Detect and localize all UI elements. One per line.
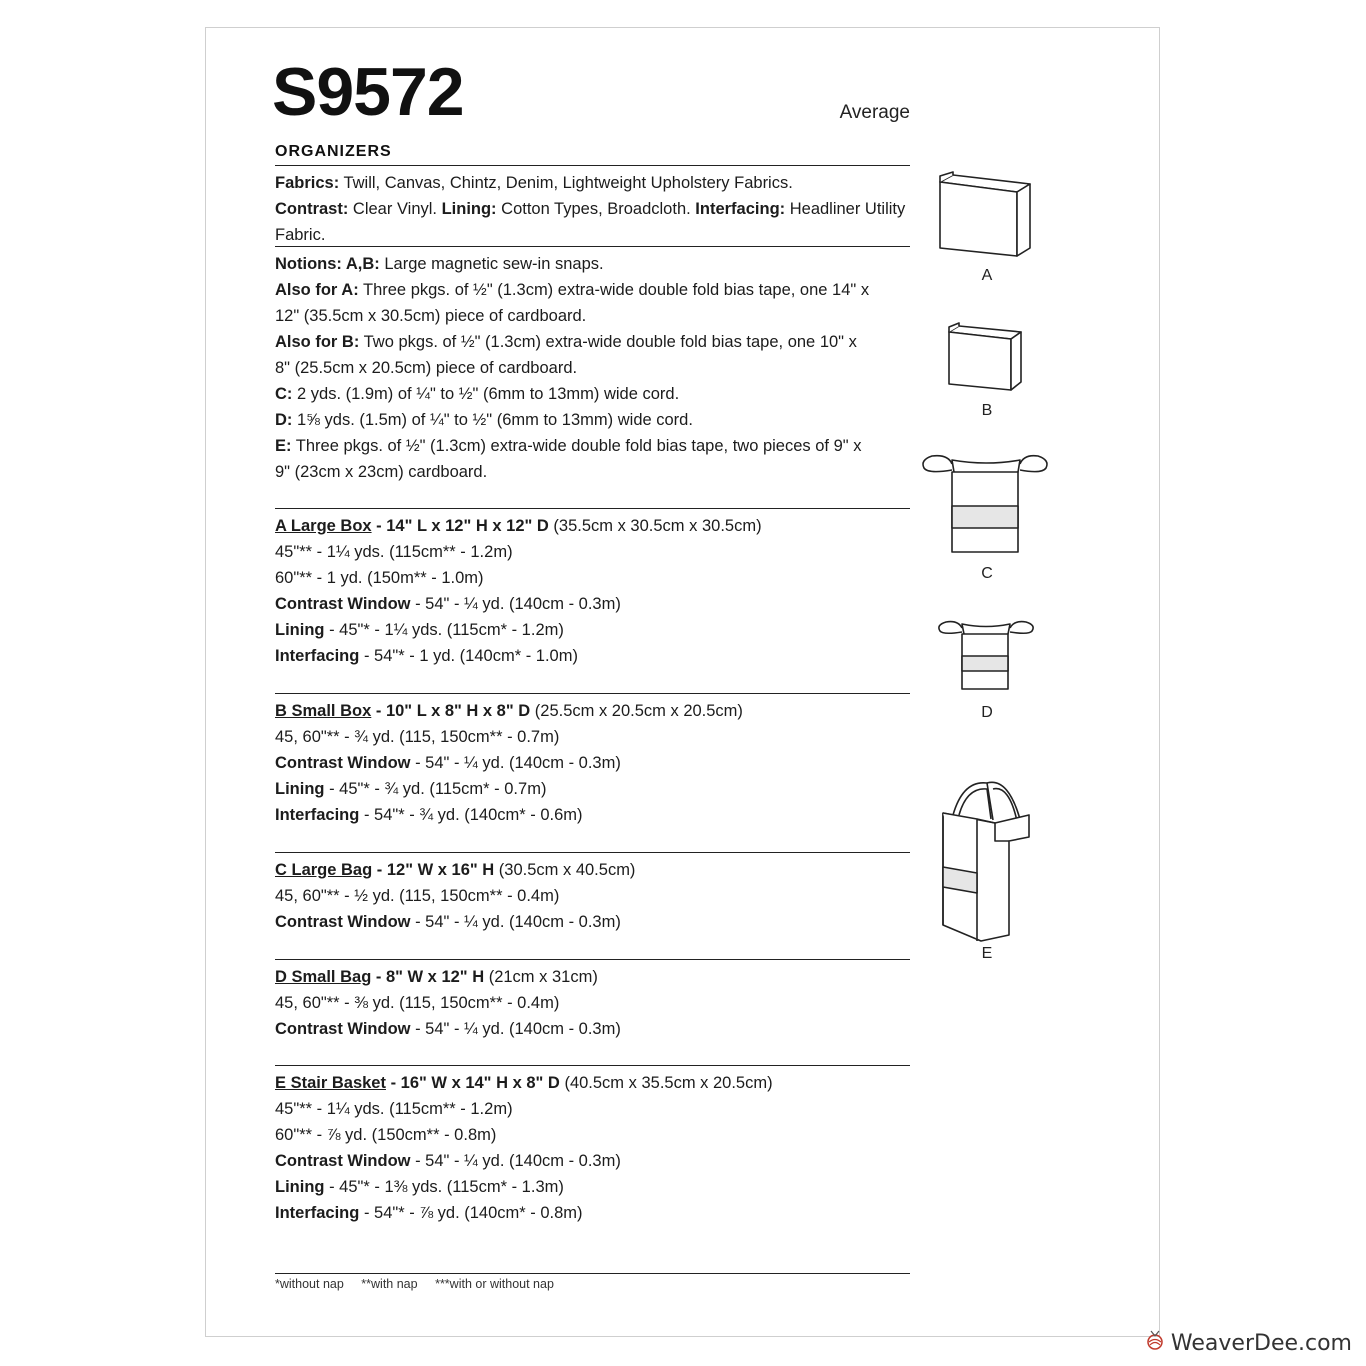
interfacing-text: Headliner Utility Fabric. xyxy=(275,200,906,244)
divider xyxy=(275,693,910,694)
view-d-yardage xyxy=(275,964,910,1042)
view-heading: D Small Bag - 8" W x 12" H (21cm x 31cm) xyxy=(275,968,598,986)
view-heading: C Large Bag - 12" W x 16" H (30.5cm x 40.5cm) xyxy=(275,861,636,879)
yardage-line: Interfacing - 54"* - ¾ yd. (140cm* - 0.6m) xyxy=(275,806,583,824)
notion-line: D: 1⅝ yds. (1.5m) of ¼" to ½" (6mm to 13mm) wide cord. xyxy=(275,411,693,429)
yardage-line: Contrast Window - 54" - ¼ yd. (140cm - 0.3m) xyxy=(275,595,621,613)
yardage-line: Contrast Window - 54" - ¼ yd. (140cm - 0.3m) xyxy=(275,754,621,772)
yardage-line: Interfacing - 54"* - ⅞ yd. (140cm* - 0.8m) xyxy=(275,1204,583,1222)
yardage-line: Interfacing - 54"* - 1 yd. (140cm* - 1.0m) xyxy=(275,647,578,665)
view-heading: B Small Box - 10" L x 8" H x 8" D (25.5cm x 20.5cm x 20.5cm) xyxy=(275,702,743,720)
notion-line: C: 2 yds. (1.9m) of ¼" to ½" (6mm to 13mm) wide cord. xyxy=(275,385,680,403)
large-box-illustration xyxy=(935,170,1040,260)
contrast-label: Contrast: xyxy=(275,200,349,218)
notion-line: Also for B: Two pkgs. of ½" (1.3cm) extra-wide double fold bias tape, one 10" x 8" (25.5cm x 20.5cm) piece of cardboard. xyxy=(275,333,857,377)
view-heading: E Stair Basket - 16" W x 14" H x 8" D (40.5cm x 35.5cm x 20.5cm) xyxy=(275,1074,773,1092)
footnote: ***with or without nap xyxy=(435,1277,554,1291)
notion-line: E: Three pkgs. of ½" (1.3cm) extra-wide double fold bias tape, two pieces of 9" x 9" (23cm x 23cm) cardboard. xyxy=(275,437,862,481)
footnote: **with nap xyxy=(361,1277,418,1291)
yardage-line: Contrast Window - 54" - ¼ yd. (140cm - 0.3m) xyxy=(275,913,621,931)
yardage-line: 60"** - 1 yd. (150m** - 1.0m) xyxy=(275,569,484,587)
yardage-line: 45"** - 1¼ yds. (115cm** - 1.2m) xyxy=(275,543,513,561)
pattern-number: S9572 xyxy=(272,54,464,130)
figure-label-c: C xyxy=(981,565,993,582)
yardage-line: Contrast Window - 54" - ¼ yd. (140cm - 0.3m) xyxy=(275,1152,621,1170)
notion-line: Notions: A,B: Large magnetic sew-in snaps. xyxy=(275,255,604,273)
divider xyxy=(275,852,910,853)
divider xyxy=(275,508,910,509)
figure-label-b: B xyxy=(981,402,993,419)
category-title: ORGANIZERS xyxy=(275,143,392,160)
watermark: WeaverDee.com xyxy=(1170,1331,1352,1356)
fabrics-text: Twill, Canvas, Chintz, Denim, Lightweight Upholstery Fabrics. xyxy=(339,174,793,192)
figure-label-d: D xyxy=(981,704,993,721)
notions-section xyxy=(275,251,875,485)
divider xyxy=(275,959,910,960)
yarn-logo-icon xyxy=(1144,1330,1166,1350)
yardage-line: 60"** - ⅞ yd. (150cm** - 0.8m) xyxy=(275,1126,497,1144)
stair-basket-illustration xyxy=(935,775,1035,945)
interfacing-label: Interfacing: xyxy=(695,200,786,218)
difficulty-level: Average xyxy=(839,102,910,123)
fabrics-section xyxy=(275,170,910,248)
footnote: *without nap xyxy=(275,1277,344,1291)
large-bag-illustration xyxy=(918,450,1054,556)
view-a-yardage xyxy=(275,513,910,669)
yardage-line: Lining - 45"* - ¾ yd. (115cm* - 0.7m) xyxy=(275,780,547,798)
yardage-line: 45, 60"** - ½ yd. (115, 150cm** - 0.4m) xyxy=(275,887,560,905)
divider xyxy=(275,1065,910,1066)
lining-label: Lining: xyxy=(441,200,497,218)
view-e-yardage xyxy=(275,1070,910,1226)
small-bag-illustration xyxy=(934,616,1038,692)
divider xyxy=(275,1273,910,1274)
figure-label-e: E xyxy=(981,945,993,962)
yardage-line: Contrast Window - 54" - ¼ yd. (140cm - 0.3m) xyxy=(275,1020,621,1038)
yardage-line: Lining - 45"* - 1¼ yds. (115cm* - 1.2m) xyxy=(275,621,564,639)
view-b-yardage xyxy=(275,698,910,828)
small-box-illustration xyxy=(945,322,1027,392)
footnotes xyxy=(275,1277,568,1291)
yardage-line: Lining - 45"* - 1⅜ yds. (115cm* - 1.3m) xyxy=(275,1178,564,1196)
yardage-line: 45, 60"** - ⅜ yd. (115, 150cm** - 0.4m) xyxy=(275,994,560,1012)
view-c-yardage xyxy=(275,857,910,935)
divider xyxy=(275,165,910,166)
notion-line: Also for A: Three pkgs. of ½" (1.3cm) extra-wide double fold bias tape, one 14" x 12" (35.5cm x 30.5cm) piece of cardboard. xyxy=(275,281,870,325)
yardage-line: 45"** - 1¼ yds. (115cm** - 1.2m) xyxy=(275,1100,513,1118)
contrast-text: Clear Vinyl. xyxy=(348,200,442,218)
view-heading: A Large Box - 14" L x 12" H x 12" D (35.5cm x 30.5cm x 30.5cm) xyxy=(275,517,762,535)
yardage-line: 45, 60"** - ¾ yd. (115, 150cm** - 0.7m) xyxy=(275,728,560,746)
fabrics-label: Fabrics: xyxy=(275,174,340,192)
divider xyxy=(275,246,910,247)
lining-text: Cotton Types, Broadcloth. xyxy=(496,200,696,218)
figure-label-a: A xyxy=(981,267,993,284)
